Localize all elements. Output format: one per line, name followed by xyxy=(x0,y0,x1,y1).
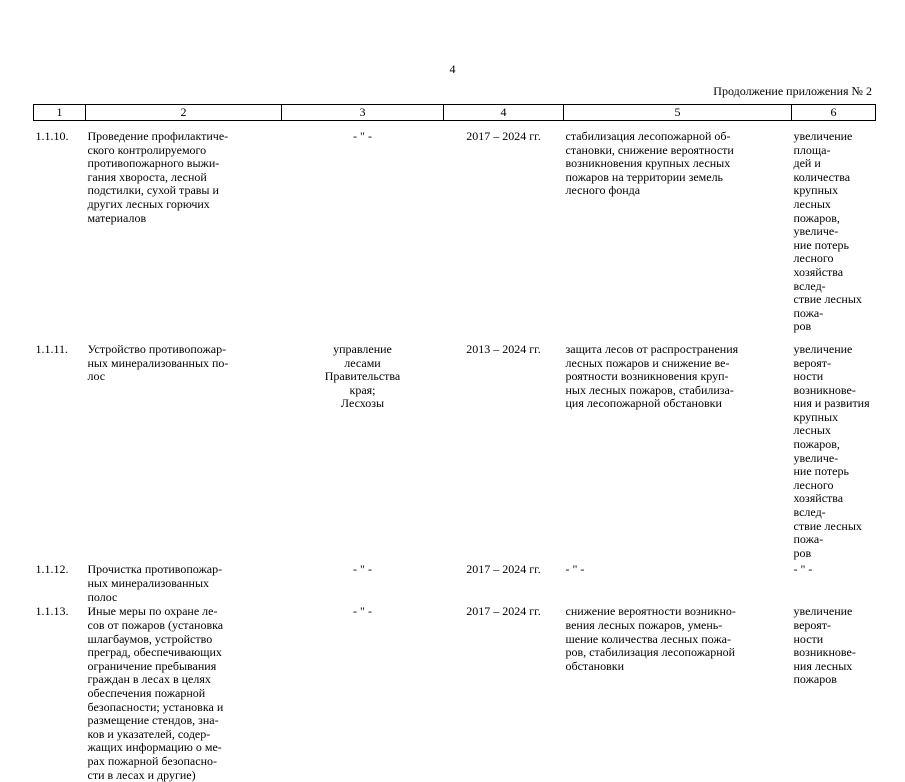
measure-cell: Проведение профилактиче- ского контролируемого противопожарного выжи- гания хвороста, лесной подстилки, сухой травы и других лесных горючих материалов xyxy=(87,129,229,225)
column-header: 2 xyxy=(86,105,282,121)
table-row xyxy=(34,605,876,782)
column-header: 5 xyxy=(564,105,792,121)
result-cell: - " - xyxy=(565,562,585,577)
column-header: 1 xyxy=(34,105,86,121)
measure-cell: Прочистка противопожар- ных минерализованных полос xyxy=(87,562,223,604)
page-number: 4 xyxy=(449,62,456,76)
period-cell: 2017 – 2024 гг. xyxy=(466,129,541,143)
executor-cell: - " - xyxy=(353,129,372,143)
consequence-cell: увеличение вероят- ности возникнове- ния лесных пожаров xyxy=(793,604,856,687)
row-number: 1.1.11. xyxy=(35,341,69,356)
result-cell: защита лесов от распространения лесных пожаров и снижение ве- роятности возникновения круп- ных лесных пожаров, стабилиза- ция лесопожарной обстановки xyxy=(565,341,739,411)
appendix-table xyxy=(33,104,876,782)
period-cell: 2017 – 2024 гг. xyxy=(466,604,541,619)
table-row xyxy=(34,334,876,561)
table-row xyxy=(34,560,876,605)
table-row xyxy=(34,121,876,334)
consequence-cell: увеличение площа- дей и количества крупных лесных пожаров, увеличе- ние потерь лесного хозяйства вслед- ствие лесных пожа- ров xyxy=(793,129,862,334)
column-header: 6 xyxy=(792,105,876,121)
result-cell: снижение вероятности возникно- вения лесных пожаров, умень- шение количества лесных пожа- ров, стабилизация лесопожарной обстановки xyxy=(565,604,736,673)
executor-cell: - " - xyxy=(353,604,372,619)
measure-cell: Иные меры по охране ле- сов от пожаров (установка шлагбаумов, устройство преград, обеспечивающих ограничение пребывания граждан в лесах в целях обеспечения пожарной безопасности; установка и размещение стендов, зна- ков и указателей, содер- жащих информацию о ме- рах пожарной безопасно- сти в лесах и другие) xyxy=(87,604,224,782)
column-header: 3 xyxy=(282,105,444,121)
measure-cell: Устройство противопожар- ных минерализованных по- лос xyxy=(87,341,229,384)
period-cell: 2017 – 2024 гг. xyxy=(466,562,541,577)
row-number: 1.1.12. xyxy=(35,562,69,577)
consequence-cell: - " - xyxy=(793,562,813,577)
row-number: 1.1.10. xyxy=(35,129,69,143)
consequence-cell: увеличение вероят- ности возникнове- ния и развития крупных лесных пожаров, увеличе- ние потерь лесного хозяйства вслед- ствие лесных пожа- ров xyxy=(793,341,870,560)
result-cell: стабилизация лесопожарной об- становки, снижение вероятности возникновения крупных лесных пожаров на территории земель лесного фонда xyxy=(565,129,734,198)
executor-cell: управление лесами Правительства края; Лесхозы xyxy=(324,341,401,411)
executor-cell: - " - xyxy=(353,562,372,577)
row-number: 1.1.13. xyxy=(35,604,69,619)
table-header-row xyxy=(34,105,876,121)
continuation-label: Продолжение приложения № 2 xyxy=(713,84,872,98)
column-header: 4 xyxy=(444,105,564,121)
period-cell: 2013 – 2024 гг. xyxy=(466,341,541,356)
